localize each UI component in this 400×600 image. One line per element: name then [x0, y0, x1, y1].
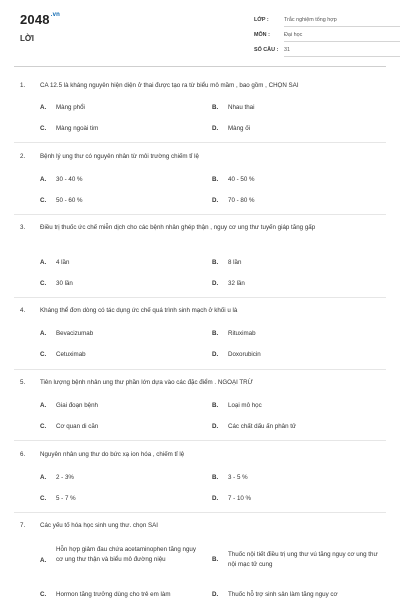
- question-divider: [14, 297, 386, 298]
- header-divider: [14, 66, 386, 67]
- meta-mon: MÔN : Đại học: [254, 32, 282, 38]
- question-text: CA 12.5 là kháng nguyên hiện diện ở thai được tạo ra từ biểu mô mầm , bao gồm , CHỌN SAI: [40, 82, 299, 89]
- question-divider: [14, 214, 386, 215]
- question-divider: [14, 369, 386, 370]
- page-title: LỜI: [20, 34, 34, 43]
- question-divider: [14, 440, 386, 441]
- site-logo[interactable]: $2048^{.vn}$: [20, 12, 61, 27]
- question-divider: [14, 512, 386, 513]
- question-text: Nguyên nhân ung thư do bức xạ ion hóa , chiếm tỉ lệ: [40, 451, 185, 458]
- question-text: Điều trị thuốc ức chế miễn dịch cho các bệnh nhân ghép thận , nguy cơ ung thư tuyến giáp tăng gấp: [40, 224, 316, 231]
- question-text: Kháng thể đơn dòng có tác dụng ức chế quá trình sinh mạch ở khối u là: [40, 307, 238, 314]
- meta-so-cau: SỐ CÂU : 31: [254, 47, 282, 53]
- question-text: Các yếu tố hóa học sinh ung thư. chọn SAI: [40, 522, 158, 529]
- meta-lop: LỚP : Trắc nghiệm tổng hợp: [254, 17, 282, 23]
- question-text: Bệnh lý ung thư có nguyên nhân từ môi trường chiếm tỉ lệ: [40, 153, 199, 160]
- question-text: Tiên lượng bệnh nhân ung thư phần lớn dựa vào các đặc điểm . NGOẠI TRỪ: [40, 379, 253, 386]
- question-divider: [14, 142, 386, 143]
- document-header: [0, 0, 400, 68]
